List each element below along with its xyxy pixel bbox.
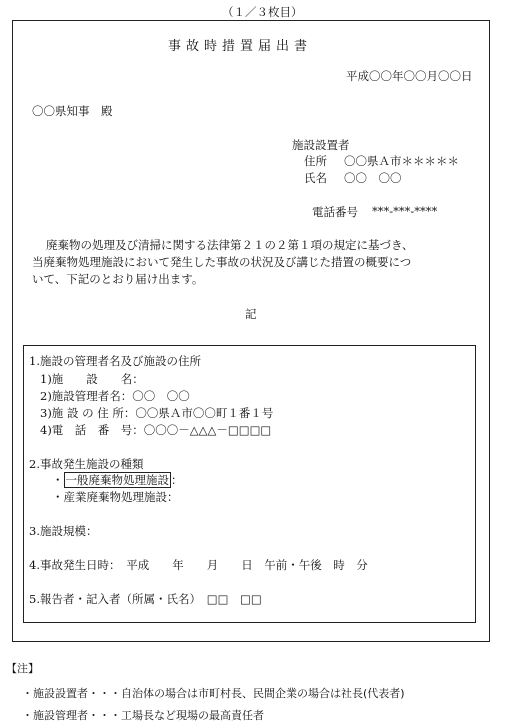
submitter-address-label: 住所 (304, 154, 327, 168)
facility-name-line: 1)施 設 名： (40, 372, 144, 386)
note-line-2: ・施設管理者・・・工場長など現場の最高責任者 (22, 709, 264, 722)
body-line-1: 廃棄物の処理及び清掃に関する法律第２１の２第１項の規定に基づき、 (46, 238, 414, 252)
submitter-heading: 施設設置者 (292, 138, 350, 152)
body-line-2: 当廃棄物処理施設において発生した事故の状況及び講じた措置の概要につ (32, 255, 412, 269)
submitter-address-value: 〇〇県Ａ市＊＊＊＊＊ (344, 154, 459, 168)
section-2-title: 2.事故発生施設の種類 (29, 457, 144, 471)
page-title: 事故時措置届出書 (168, 39, 313, 54)
general-waste-facility-label: 一般廃棄物処理施設 (65, 473, 169, 487)
facility-address-line: 3)施 設 の 住 所：〇〇県Ａ市〇〇町１番１号 (40, 406, 274, 420)
section-1-title: 1.施設の管理者名及び施設の住所 (29, 354, 201, 368)
submitter-phone-value: ***-***-**** (372, 204, 438, 218)
submitter-name-value: 〇〇 〇〇 (344, 171, 402, 185)
section-4-datetime: 4.事故発生日時： 平成 年 月 日 午前・午後 時 分 (29, 558, 368, 572)
submitter-phone-label: 電話番号 (312, 205, 358, 219)
addressee: 〇〇県知事 殿 (32, 104, 113, 118)
section-5-reporter: 5.報告者・記入者（所属・氏名） □□ □□ (29, 592, 262, 606)
facility-phone-line: 4)電 話 番 号：〇〇〇－△△△－□□□□ (40, 423, 272, 437)
option-colon: ： (171, 473, 183, 487)
facility-manager-line: 2)施設管理者名：〇〇 〇〇 (40, 389, 190, 403)
ki-heading: 記 (245, 307, 257, 321)
section-3-scale: 3.施設規模： (29, 524, 98, 538)
submitter-name-label: 氏名 (304, 171, 327, 185)
body-line-3: いて、下記のとおり届け出ます。 (32, 272, 204, 286)
option-bullet: ・ (52, 473, 64, 487)
note-line-1: ・施設設置者・・・自治体の場合は市町村長、民間企業の場合は社長(代表者) (22, 687, 405, 700)
page-indicator: （１／３枚目） (222, 5, 303, 19)
facility-type-option-industrial: ・産業廃棄物処理施設： (52, 490, 179, 504)
submission-date: 平成〇〇年〇〇月〇〇日 (346, 69, 473, 83)
notes-heading: 【注】 (6, 662, 39, 675)
facility-type-option-general (52, 472, 183, 488)
